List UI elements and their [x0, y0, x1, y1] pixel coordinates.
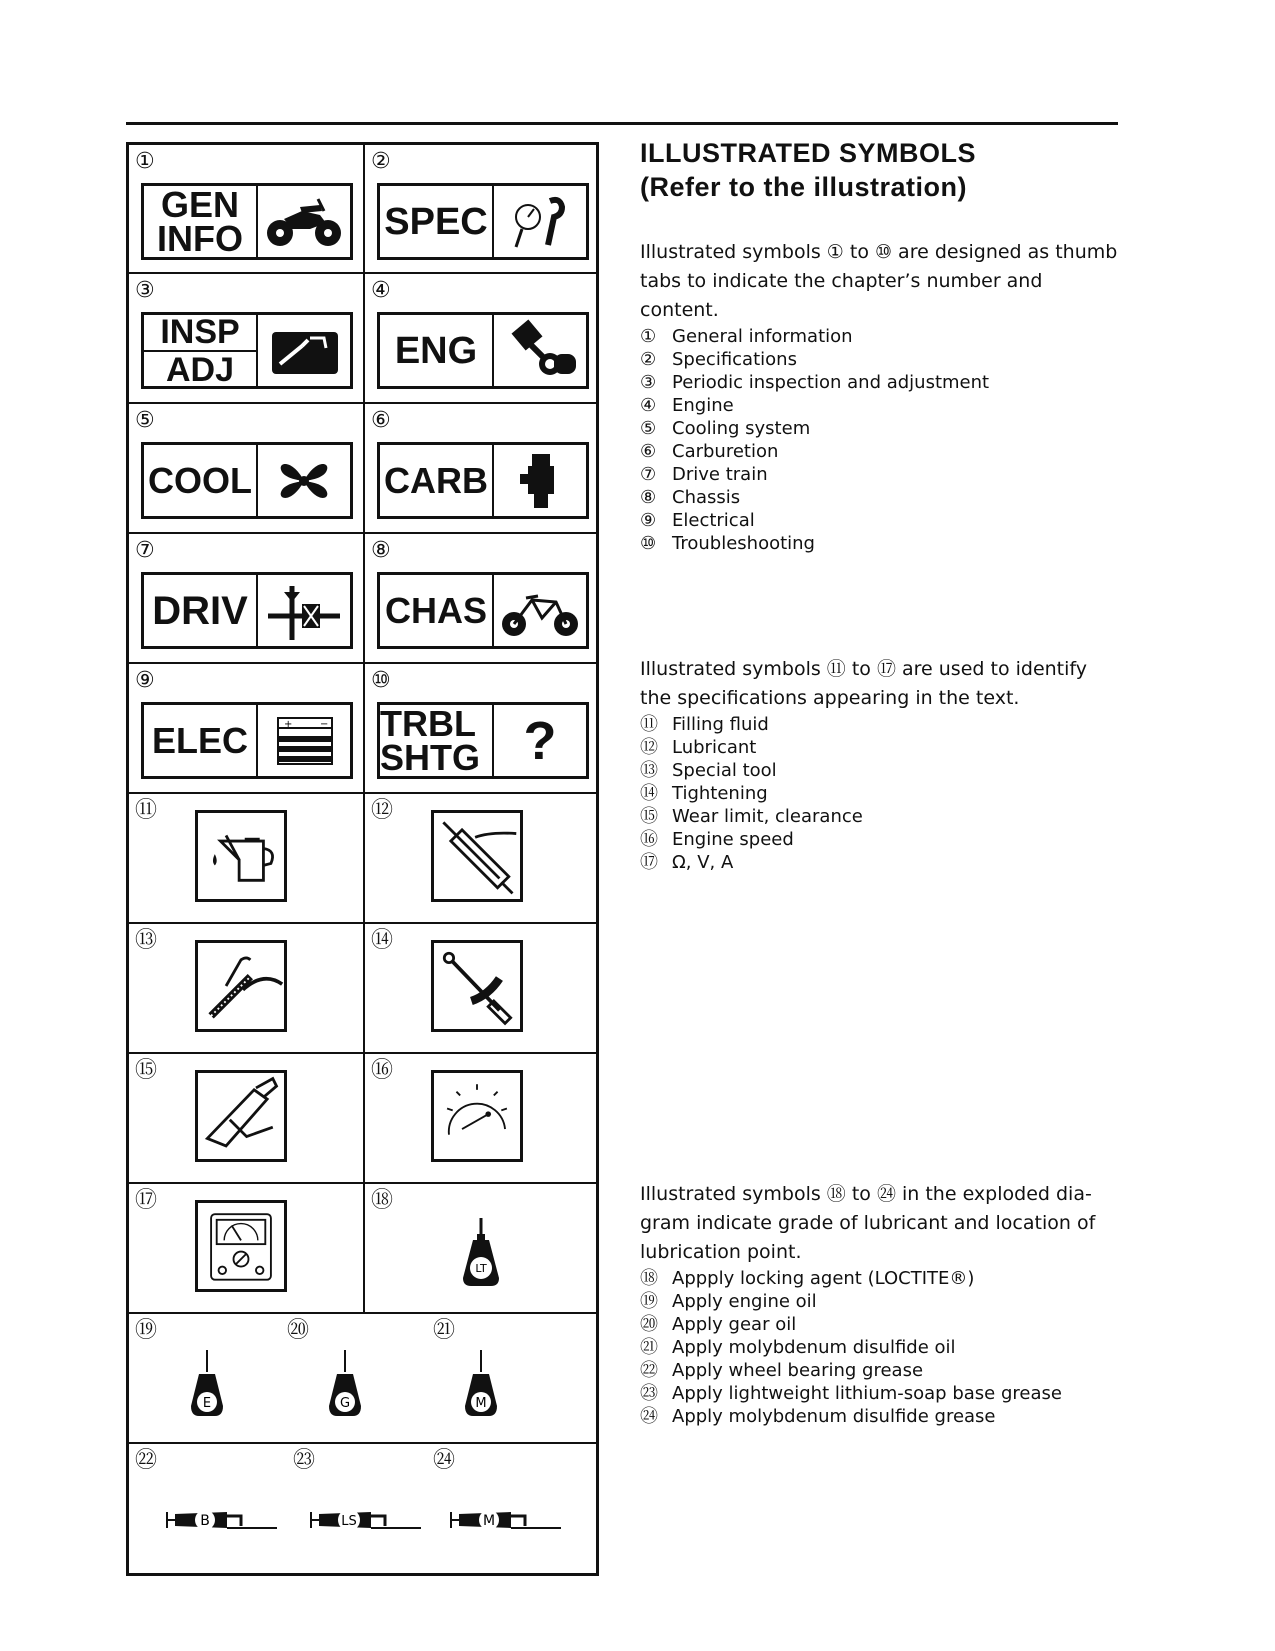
symbol-cell-spec	[365, 145, 596, 274]
symbol-number: ⑮	[135, 1058, 158, 1083]
list-item	[640, 509, 1120, 532]
m2-label: M	[482, 1513, 496, 1529]
symbol-cell-locking-agent	[365, 1184, 596, 1314]
list-item-number: ②	[640, 349, 657, 370]
heading-line1: ILLUSTRATED SYMBOLS	[640, 138, 976, 168]
symbol-cell-insp-adj	[129, 274, 365, 404]
tab-label-line2: INFO	[157, 217, 243, 259]
carburetor-icon	[494, 445, 586, 516]
thumb-tab-chas	[377, 572, 589, 649]
inspection-tool-icon	[258, 315, 350, 386]
symbol-number: ㉒	[135, 1448, 158, 1473]
list-item	[640, 348, 1120, 371]
list-item	[640, 736, 1120, 759]
tab-label	[380, 702, 494, 778]
symbol-cell-driv	[129, 534, 365, 664]
symbol-cell-filling-fluid	[129, 794, 365, 924]
list-item-label: Apply molybdenum disulfide grease	[672, 1406, 996, 1427]
question-mark-icon: ?	[523, 710, 557, 771]
lt-label: LT	[475, 1262, 487, 1275]
symbol-number: ①	[135, 149, 155, 174]
list-item-label: Periodic inspection and adjustment	[672, 372, 990, 393]
section-specifications	[640, 655, 1120, 874]
symbol-number: ⑥	[371, 408, 391, 433]
list-item-number: ⑬	[640, 760, 658, 781]
list-item-number: ⑪	[640, 714, 658, 735]
list-item-label: Ω, V, A	[672, 852, 734, 873]
list-item-number: ⑳	[640, 1314, 658, 1335]
list-item	[640, 325, 1120, 348]
list-item	[640, 1405, 1120, 1428]
list-item-label: Chassis	[672, 487, 741, 508]
g-label: G	[339, 1396, 351, 1411]
symbol-cell-cool	[129, 404, 365, 534]
b-label: B	[200, 1513, 210, 1529]
symbol-number: ⑳	[287, 1318, 310, 1343]
list-item	[640, 782, 1120, 805]
list-item-label: Appply locking agent (LOCTITE®)	[672, 1268, 975, 1289]
thumb-tab-insp-adj	[141, 312, 353, 389]
symbol-number: ⑰	[135, 1188, 158, 1213]
symbol-cell-tightening	[365, 924, 596, 1054]
list-item-label: Engine	[672, 395, 734, 416]
list-item-number: ⑨	[640, 510, 657, 531]
list-item-label: Tightening	[672, 783, 768, 804]
symbol-cell-carb	[365, 404, 596, 534]
list-item	[640, 1359, 1120, 1382]
symbol-cell-chas	[365, 534, 596, 664]
fan-icon	[258, 445, 350, 516]
symbol-list	[640, 1267, 1120, 1428]
heading-line2: (Refer to the illustration)	[640, 172, 968, 202]
section-intro: Illustrated symbols ① to ⑩ are designed as thumb tabs to indicate the chapter’s number and content.	[640, 241, 1118, 321]
m-label: M	[475, 1396, 487, 1411]
symbol-cell-gen-info	[129, 145, 365, 274]
tab-label: CHAS	[380, 575, 494, 646]
list-item	[640, 440, 1120, 463]
symbol-number: ③	[135, 278, 155, 303]
battery-icon	[258, 705, 350, 776]
lithium-grease-icon	[309, 1500, 424, 1544]
symbol-cell-special-tool	[129, 924, 365, 1054]
torque-wrench-icon	[431, 940, 523, 1032]
list-item-label: Apply engine oil	[672, 1291, 817, 1312]
symbol-number: ⑱	[371, 1188, 394, 1213]
list-item	[640, 805, 1120, 828]
engine-oil-can-icon	[187, 1350, 227, 1424]
tab-label: SPEC	[380, 186, 494, 257]
top-rule	[126, 122, 1118, 125]
grease-gun-icon	[431, 810, 523, 902]
symbol-number: ㉔	[433, 1448, 456, 1473]
symbol-number: ⑬	[135, 928, 158, 953]
locking-agent-bottle-icon	[461, 1218, 501, 1292]
tab-label	[144, 183, 258, 259]
list-item	[640, 713, 1120, 736]
symbol-cell-wear-limit	[129, 1054, 365, 1184]
symbol-cell-lubricant	[365, 794, 596, 924]
symbol-cell-oils	[129, 1314, 596, 1444]
list-item	[640, 759, 1120, 782]
list-item-label: Wear limit, clearance	[672, 806, 863, 827]
gear-oil-can-icon	[325, 1350, 365, 1424]
symbol-number: ⑦	[135, 538, 155, 563]
symbol-list	[640, 325, 1120, 555]
thumb-tab-spec	[377, 183, 589, 260]
tab-label	[144, 312, 258, 389]
symbol-number: ⑯	[371, 1058, 394, 1083]
moly-oil-can-icon	[461, 1350, 501, 1424]
list-item-label: Apply molybdenum disulfide oil	[672, 1337, 956, 1358]
list-item-number: ⑫	[640, 737, 658, 758]
list-item-number: ⑦	[640, 464, 657, 485]
list-item	[640, 1267, 1120, 1290]
symbol-number: ㉑	[433, 1318, 456, 1343]
list-item-label: Drive train	[672, 464, 768, 485]
list-item	[640, 828, 1120, 851]
list-item-number: ⑮	[640, 806, 658, 827]
list-item-number: ㉑	[640, 1337, 658, 1358]
tab-label: ENG	[380, 315, 494, 386]
section-thumb-tabs	[640, 238, 1120, 555]
thumb-tab-trbl	[377, 702, 589, 779]
tab-label: CARB	[380, 445, 494, 516]
svg-text:+: +	[284, 718, 293, 730]
section-intro: Illustrated symbols ⑪ to ⑰ are used to identify the specifications appearing in the text.	[640, 658, 1088, 709]
list-item	[640, 486, 1120, 509]
moly-grease-icon	[449, 1500, 564, 1544]
list-item	[640, 851, 1120, 874]
list-item-label: Troubleshooting	[672, 533, 815, 554]
thumb-tab-elec	[141, 702, 353, 779]
list-item-number: ㉒	[640, 1360, 658, 1381]
thumb-tab-driv	[141, 572, 353, 649]
symbol-grid	[126, 142, 599, 1576]
symbol-list	[640, 713, 1120, 874]
chassis-frame-icon	[494, 575, 586, 646]
page-heading	[640, 136, 1120, 204]
list-item-number: ⑲	[640, 1291, 658, 1312]
list-item-number: ⑥	[640, 441, 657, 462]
symbol-number: ㉓	[293, 1448, 316, 1473]
tab-label: ELEC	[144, 705, 258, 776]
symbol-cell-greases	[129, 1444, 596, 1573]
symbol-number: ⑨	[135, 668, 155, 693]
symbol-number: ⑤	[135, 408, 155, 433]
list-item-number: ③	[640, 372, 657, 393]
list-item	[640, 532, 1120, 555]
special-tool-icon	[195, 940, 287, 1032]
thumb-tab-carb	[377, 442, 589, 519]
engine-piston-icon	[494, 315, 586, 386]
tab-label: DRIV	[144, 575, 258, 646]
list-item	[640, 417, 1120, 440]
symbol-number: ②	[371, 149, 391, 174]
list-item-number: ⑩	[640, 533, 657, 554]
list-item-label: Apply gear oil	[672, 1314, 797, 1335]
list-item-number: ⑱	[640, 1268, 658, 1289]
list-item-number: ④	[640, 395, 657, 416]
tab-label-line2: ADJ	[144, 350, 256, 388]
list-item-label: Carburetion	[672, 441, 779, 462]
list-item-label: Apply wheel bearing grease	[672, 1360, 924, 1381]
list-item	[640, 1313, 1120, 1336]
multimeter-icon	[195, 1200, 287, 1292]
symbol-number: ⑫	[371, 798, 394, 823]
list-item-number: ⑧	[640, 487, 657, 508]
list-item	[640, 394, 1120, 417]
list-item-label: Electrical	[672, 510, 755, 531]
symbol-cell-elec	[129, 664, 365, 794]
thumb-tab-eng	[377, 312, 589, 389]
list-item-label: General information	[672, 326, 853, 347]
ls-label: LS	[341, 1514, 357, 1529]
tachometer-icon	[431, 1070, 523, 1162]
watering-can-icon	[195, 810, 287, 902]
list-item-number: ①	[640, 326, 657, 347]
tab-label-line1: INSP	[160, 312, 240, 351]
list-item	[640, 1290, 1120, 1313]
list-item-label: Specifications	[672, 349, 797, 370]
caliper-icon	[195, 1070, 287, 1162]
list-item-label: Cooling system	[672, 418, 811, 439]
tab-label-line1: GEN	[160, 183, 239, 225]
list-item-label: Engine speed	[672, 829, 794, 850]
list-item	[640, 1382, 1120, 1405]
list-item-number: ⑰	[640, 852, 658, 873]
symbol-cell-eng	[365, 274, 596, 404]
e-label: E	[202, 1396, 212, 1411]
list-item	[640, 1336, 1120, 1359]
list-item	[640, 463, 1120, 486]
motorcycle-icon	[258, 186, 350, 257]
svg-text:−: −	[320, 718, 329, 730]
symbol-cell-engine-speed	[365, 1054, 596, 1184]
symbol-number: ④	[371, 278, 391, 303]
thumb-tab-gen-info	[141, 183, 353, 260]
list-item-number: ㉓	[640, 1383, 658, 1404]
gauge-icon	[494, 186, 586, 257]
tab-label-line2: SHTG	[380, 736, 481, 778]
list-item-label: Filling fluid	[672, 714, 769, 735]
symbol-number: ⑭	[371, 928, 394, 953]
wheel-bearing-grease-icon	[165, 1500, 280, 1544]
list-item-number: ⑤	[640, 418, 657, 439]
symbol-number: ⑪	[135, 798, 158, 823]
list-item-label: Special tool	[672, 760, 777, 781]
list-item-number: ⑭	[640, 783, 658, 804]
list-item	[640, 371, 1120, 394]
list-item-number: ⑯	[640, 829, 658, 850]
list-item-label: Apply lightweight lithium-soap base grease	[672, 1383, 1062, 1404]
list-item-number: ㉔	[640, 1406, 658, 1427]
symbol-number: ⑲	[135, 1318, 158, 1343]
section-intro: Illustrated symbols ⑱ to ㉔ in the exploded dia-gram indicate grade of lubricant and location of lubrication point.	[640, 1183, 1096, 1263]
symbol-cell-trbl	[365, 664, 596, 794]
section-lubricants	[640, 1180, 1120, 1428]
drive-train-icon	[258, 575, 350, 646]
thumb-tab-cool	[141, 442, 353, 519]
symbol-cell-meter	[129, 1184, 365, 1314]
tab-label: COOL	[144, 445, 258, 516]
tab-label-line1: TRBL	[380, 702, 476, 744]
symbol-number: ⑩	[371, 668, 391, 693]
symbol-number: ⑧	[371, 538, 391, 563]
list-item-label: Lubricant	[672, 737, 757, 758]
